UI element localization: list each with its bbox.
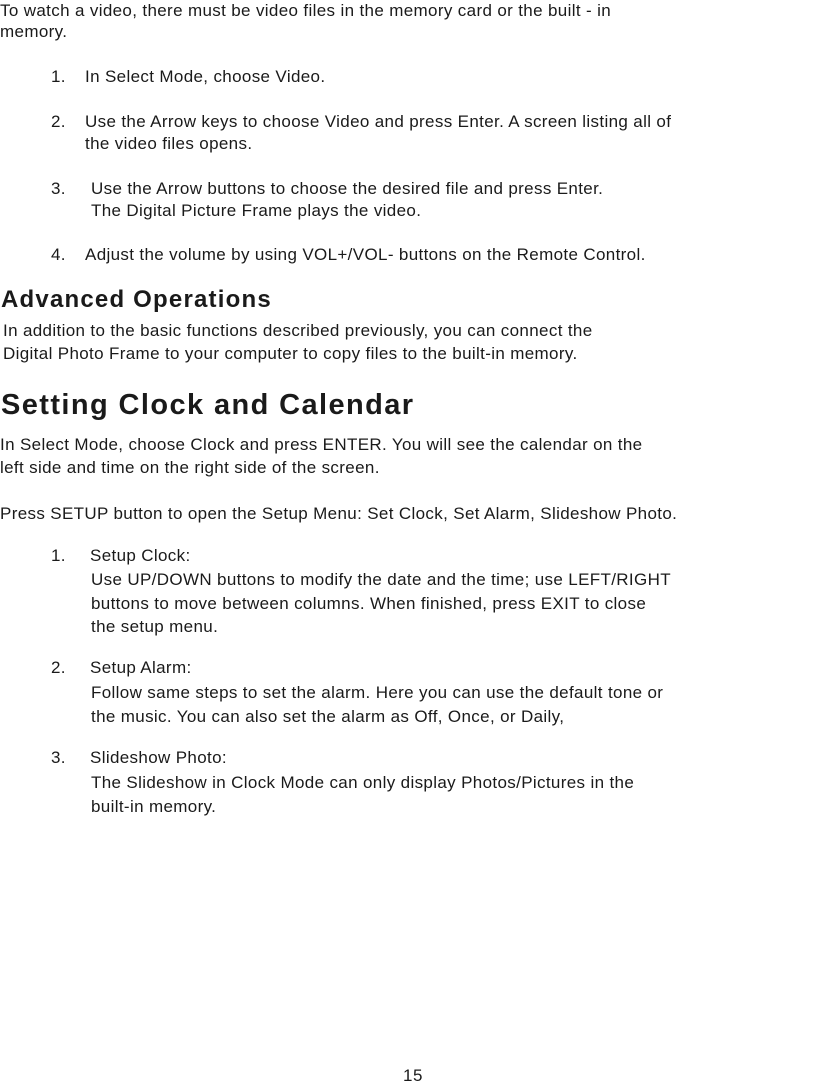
clock-intro-line-2: left side and time on the right side of the screen. xyxy=(0,458,380,477)
video-intro-line-2: memory. xyxy=(0,22,68,41)
video-step-1-number: 1. xyxy=(51,67,66,86)
video-step-3-text-line-1: Use the Arrow buttons to choose the desired file and press Enter. xyxy=(91,179,604,198)
slideshow-photo-line-1: The Slideshow in Clock Mode can only display Photos/Pictures in the xyxy=(91,773,635,792)
video-step-3-text-line-2: The Digital Picture Frame plays the video. xyxy=(91,201,422,220)
setup-clock-title: Setup Clock: xyxy=(90,546,191,565)
slideshow-photo-number: 3. xyxy=(51,748,66,767)
video-step-2-number: 2. xyxy=(51,112,66,131)
advanced-operations-heading: Advanced Operations xyxy=(1,286,272,313)
slideshow-photo-title: Slideshow Photo: xyxy=(90,748,227,767)
setup-alarm-line-2: the music. You can also set the alarm as Off, Once, or Daily, xyxy=(91,707,565,726)
setup-alarm-title: Setup Alarm: xyxy=(90,658,192,677)
clock-intro-line-1: In Select Mode, choose Clock and press ENTER. You will see the calendar on the xyxy=(0,435,643,454)
advanced-body-line-1: In addition to the basic functions described previously, you can connect the xyxy=(3,321,593,340)
video-step-2-text-line-1: Use the Arrow keys to choose Video and press Enter. A screen listing all of xyxy=(85,112,672,131)
video-step-3-number: 3. xyxy=(51,179,66,198)
setup-alarm-number: 2. xyxy=(51,658,66,677)
setup-clock-line-1: Use UP/DOWN buttons to modify the date and the time; use LEFT/RIGHT xyxy=(91,570,671,589)
setup-alarm-line-1: Follow same steps to set the alarm. Here you can use the default tone or xyxy=(91,683,664,702)
setup-clock-line-3: the setup menu. xyxy=(91,617,219,636)
video-step-4-number: 4. xyxy=(51,245,66,264)
slideshow-photo-line-2: built-in memory. xyxy=(91,797,217,816)
video-intro-line-1: To watch a video, there must be video files in the memory card or the built - in xyxy=(0,1,611,20)
video-step-2-text-line-2: the video files opens. xyxy=(85,134,253,153)
setup-clock-number: 1. xyxy=(51,546,66,565)
setup-clock-line-2: buttons to move between columns. When finished, press EXIT to close xyxy=(91,594,647,613)
clock-calendar-heading: Setting Clock and Calendar xyxy=(1,389,415,421)
advanced-body-line-2: Digital Photo Frame to your computer to copy files to the built-in memory. xyxy=(3,344,578,363)
page-number: 15 xyxy=(403,1066,423,1085)
video-step-4-text: Adjust the volume by using VOL+/VOL- buttons on the Remote Control. xyxy=(85,245,646,264)
video-step-1-text: In Select Mode, choose Video. xyxy=(85,67,326,86)
setup-menu-note: Press SETUP button to open the Setup Menu: Set Clock, Set Alarm, Slideshow Photo. xyxy=(0,504,678,523)
